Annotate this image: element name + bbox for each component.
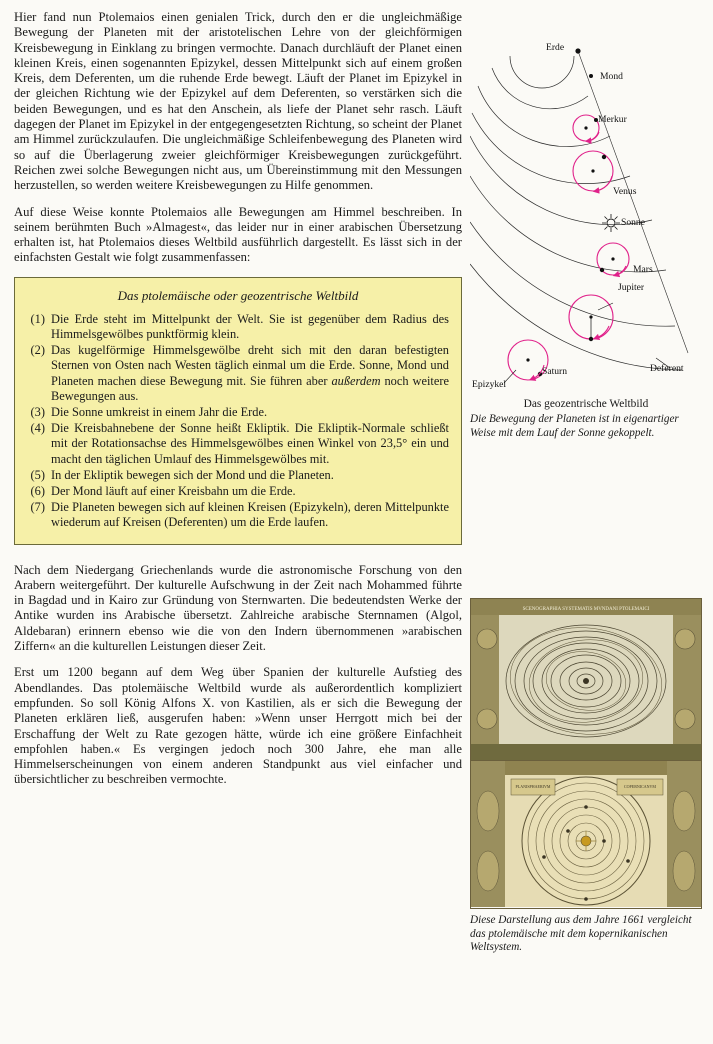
- engraving-copernican-svg: [471, 761, 701, 907]
- engraving-caption: Diese Darstellung aus dem Jahre 1661 vergleicht das ptolemäische mit dem kopernikanischen Weltsystem.: [470, 914, 692, 954]
- diagram-label-jupiter: Jupiter: [618, 282, 645, 293]
- list-item: [27, 421, 449, 467]
- paragraph-1: Hier fand nun Ptolemaios einen genialen Trick, durch den er die ungleichmäßige Bewegung der Planeten mit der aristotelischen Lehre von der gleichförmigen Kreisbewegung in Einklang zu bringen vermochte. Danach durchläuft der Planet einen kleinen Kreis, einen sogenannten Epizykel, dessen Mittelpunkt sich auf einem großen Kreis, dem Deferenten, um die ruhende Erde bewegt. Läuft der Planet im Epizykel in der gleichen Richtung wie der Epizykel auf dem Deferenten, so verstärken sich die beiden Bewegungen, und es hat den Anschein, als liefe der Planet sehr rasch. Läuft dagegen der Planet im Epizykel in der entgegengesetzten Richtung, so scheint der Planet am Himmel zurückzulaufen. Die ungleichmäßige Schleifenbewegung des Planeten wird so auf die Überlagerung zweier gleichförmiger Kreisbewegungen zurückgeführt. Reichen zwei solche Bewegungen nicht aus, um Übereinstimmung mit den Messungen herzustellen, so werden weitere Kreisbewegungen zu Hilfe genommen.: [14, 10, 462, 193]
- list-item: [27, 312, 449, 342]
- diagram-label-erde: Erde: [546, 42, 565, 53]
- list-item-number: (5): [30, 467, 45, 482]
- ptolemaic-worldview-box: [14, 277, 462, 545]
- paragraph-3: Nach dem Niedergang Griechenlands wurde die astronomische Forschung von den Arabern weitergeführt. Der kulturelle Aufschwung in der Zeit nach Mohammed führte in Bagdad und in Kairo zur Gründung von Sternwarten. Die bedeutendsten Werke der Antike wurden ins Arabische übersetzt. Zahlreiche arabische Sternnamen (Algol, Aldebaran) erinnern ebenso wie die von den Indern übernommenen »arabischen Ziffern« an die kulturellen Leistungen dieser Zeit.: [14, 562, 462, 654]
- diagram-label-mond: Mond: [600, 71, 623, 82]
- list-item: [27, 343, 449, 404]
- list-item-text: Das kugelförmige Himmelsgewölbe dreht sich mit den daran befestigten Sternen von Osten nach Westen täglich einmal um die Erde. Sonne, Mond und Planeten machen diese Bewegung mit. Sie führen aber außerdem noch weitere Bewegungen aus.: [51, 343, 449, 403]
- list-item-text: Die Kreisbahnebene der Sonne heißt Ekliptik. Die Ekliptik-Normale schließt mit der Rotationsachse des Himmelsgewölbes einen Winkel von 23,5° ein und macht den täglichen Umlauf des Himmelsgewölbes mit.: [51, 421, 449, 466]
- list-item-text: Der Mond läuft auf einer Kreisbahn um die Erde.: [51, 483, 296, 498]
- box-title: Das ptolemäische oder geozentrische Weltbild: [117, 287, 359, 303]
- left-text-column: [14, 10, 462, 799]
- diagram-caption: [470, 398, 702, 440]
- diagram-label-venus: Venus: [613, 186, 637, 197]
- list-item: [27, 405, 449, 420]
- list-item-number: (1): [30, 311, 45, 326]
- list-item-number: (3): [30, 404, 45, 419]
- list-item-number: (7): [30, 500, 45, 515]
- diagram-caption-text: Die Bewegung der Planeten ist in eigenartiger Weise mit dem Lauf der Sonne gekoppelt.: [470, 413, 679, 439]
- svg-text:COPERNICANVM: COPERNICANVM: [623, 784, 657, 790]
- diagram-label-sonne: Sonne: [621, 217, 645, 228]
- paragraph-2: Auf diese Weise konnte Ptolemaios alle Bewegungen am Himmel beschreiben. In seinem berühmten Buch »Almagest«, das leider nur in einer arabischen Übersetzung erhalten ist, hat Ptolemaios dieses Weltbild ausführlich dargestellt. Es lässt sich in der einfachsten Gestalt wie folgt zusammenfassen:: [14, 204, 462, 265]
- engraving-copernican: [470, 761, 702, 909]
- list-item: [27, 484, 449, 499]
- list-item-number: (4): [30, 421, 45, 436]
- list-item-text: Die Erde steht im Mittelpunkt der Welt. Sie ist gegenüber dem Radius des Himmelsgewölbes punktförmig klein.: [51, 311, 449, 341]
- box-item-list: [27, 312, 449, 531]
- diagram-label-epizykel: Epizykel: [472, 379, 507, 390]
- list-item-number: (6): [30, 483, 45, 498]
- diagram-caption-title: Das geozentrische Weltbild: [523, 398, 649, 410]
- engraving-top-title-text: SCENOGRAPHIA SYSTEMATIS MVNDANI PTOLEMAICI: [522, 607, 650, 613]
- list-item-number: (2): [30, 343, 45, 358]
- engraving-ptolemaic: [470, 598, 702, 761]
- list-item-text: Die Sonne umkreist in einem Jahr die Erde.: [51, 404, 268, 419]
- diagram-label-saturn: Saturn: [542, 366, 568, 377]
- svg-text:PLANISPHAERIVM: PLANISPHAERIVM: [515, 784, 551, 790]
- diagram-label-mars: Mars: [633, 264, 653, 275]
- geocentric-diagram: [470, 8, 702, 393]
- list-item: [27, 468, 449, 483]
- engraving-ptolemaic-svg: [471, 599, 701, 760]
- list-item: [27, 500, 449, 530]
- geocentric-diagram-svg: [470, 8, 702, 393]
- diagram-label-deferent: Deferent: [650, 363, 684, 374]
- right-figure-column: [470, 8, 702, 954]
- diagram-label-merkur: Merkur: [598, 114, 627, 125]
- list-item-text: In der Ekliptik bewegen sich der Mond und die Planeten.: [51, 467, 334, 482]
- paragraph-4: Erst um 1200 begann auf dem Weg über Spanien der kulturelle Aufstieg des Abendlandes. Das ptolemäische Weltbild wurde als außerordentlich kompliziert empfunden. So soll König Alfons X. von Kastilien, als er sich die Bewegung der Planeten erklären ließ, ausgerufen haben: »Wenn unser Herrgott mich bei der Erschaffung der Welt zu Rate gezogen hätte, würde ich eine größere Einfachheit empfohlen haben.« Es vergingen jedoch noch 300 Jahre, ehe man alle Himmelserscheinungen von einem anderen Standpunkt aus viel einfacher und übersichtlicher zu beschreiben vermochte.: [14, 665, 462, 787]
- list-item-text: Die Planeten bewegen sich auf kleinen Kreisen (Epizykeln), deren Mittelpunkte wiederum auf Kreisen (Deferenten) um die Erde laufen.: [51, 500, 449, 530]
